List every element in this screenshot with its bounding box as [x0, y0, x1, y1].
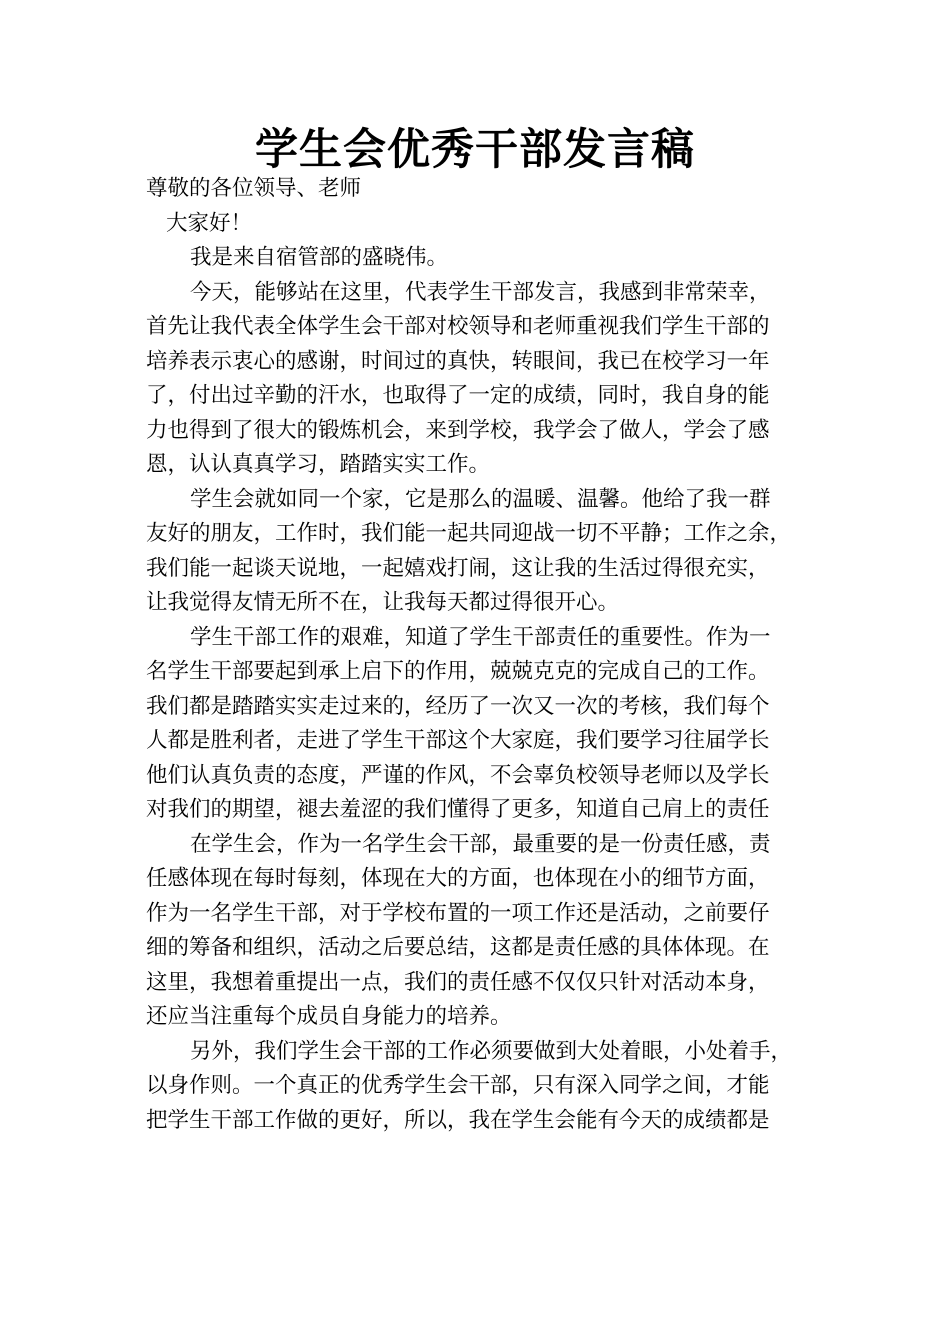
paragraph-line: 细的筹备和组织，活动之后要总结，这都是责任感的具体体现。在 [146, 935, 770, 960]
paragraph-line: 把学生干部工作做的更好，所以，我在学生会能有今天的成绩都是 [146, 1107, 770, 1133]
salutation-line: 尊敬的各位领导、老师 [146, 176, 362, 201]
paragraph-line: 我是来自宿管部的盛晓伟。 [190, 245, 449, 270]
paragraph-line: 今天，能够站在这里，代表学生干部发言，我感到非常荣幸， [190, 279, 771, 305]
paragraph-line: 我们都是踏踏实实走过来的，经历了一次又一次的考核，我们每个 [146, 693, 770, 719]
paragraph-line: 他们认真负责的态度，严谨的作风，不会辜负校领导老师以及学长 [146, 762, 770, 788]
document-title: 学生会优秀干部发言稿 [255, 125, 695, 175]
paragraph-line: 这里，我想着重提出一点，我们的责任感不仅仅只针对活动本身， [146, 969, 770, 995]
paragraph-line: 名学生干部要起到承上启下的作用，兢兢克克的完成自己的工作。 [146, 659, 770, 684]
paragraph-line: 还应当注重每个成员自身能力的培养。 [146, 1004, 512, 1029]
paragraph-line: 了，付出过辛勤的汗水，也取得了一定的成绩，同时，我自身的能 [146, 383, 770, 408]
paragraph-line: 学生干部工作的艰难，知道了学生干部责任的重要性。作为一 [190, 624, 771, 650]
paragraph-line: 对我们的期望，褪去羞涩的我们懂得了更多，知道自己肩上的责任 [146, 797, 770, 822]
paragraph-line: 培养表示衷心的感谢，时间过的真快，转眼间，我已在校学习一年 [146, 348, 770, 374]
paragraph-line: 让我觉得友情无所不在，让我每天都过得很开心。 [146, 590, 620, 615]
paragraph-line: 友好的朋友，工作时，我们能一起共同迎战一切不平静；工作之余， [146, 521, 792, 546]
paragraph-line: 我们能一起谈天说地，一起嬉戏打闹，这让我的生活过得很充实， [146, 555, 770, 581]
greeting-line: 大家好！ [166, 210, 253, 236]
paragraph-line: 人都是胜利者，走进了学生干部这个大家庭，我们要学习往届学长 [146, 728, 770, 753]
paragraph-line: 另外，我们学生会干部的工作必须要做到大处着眼，小处着手， [190, 1038, 793, 1064]
paragraph-line: 以身作则。一个真正的优秀学生会干部，只有深入同学之间，才能 [146, 1073, 770, 1098]
document-body [146, 172, 816, 1138]
paragraph-line: 任感体现在每时每刻，体现在大的方面，也体现在小的细节方面， [146, 866, 770, 891]
paragraph-line: 首先让我代表全体学生会干部对校领导和老师重视我们学生干部的 [146, 314, 770, 339]
paragraph-line: 在学生会，作为一名学生会干部，最重要的是一份责任感，责 [190, 831, 771, 857]
paragraph-line: 学生会就如同一个家，它是那么的温暖、温馨。他给了我一群 [190, 486, 771, 512]
paragraph-line: 力也得到了很大的锻炼机会，来到学校，我学会了做人，学会了感 [146, 417, 770, 443]
paragraph-line: 恩，认认真真学习，踏踏实实工作。 [146, 452, 491, 477]
paragraph-line: 作为一名学生干部，对于学校布置的一项工作还是活动，之前要仔 [146, 900, 770, 926]
